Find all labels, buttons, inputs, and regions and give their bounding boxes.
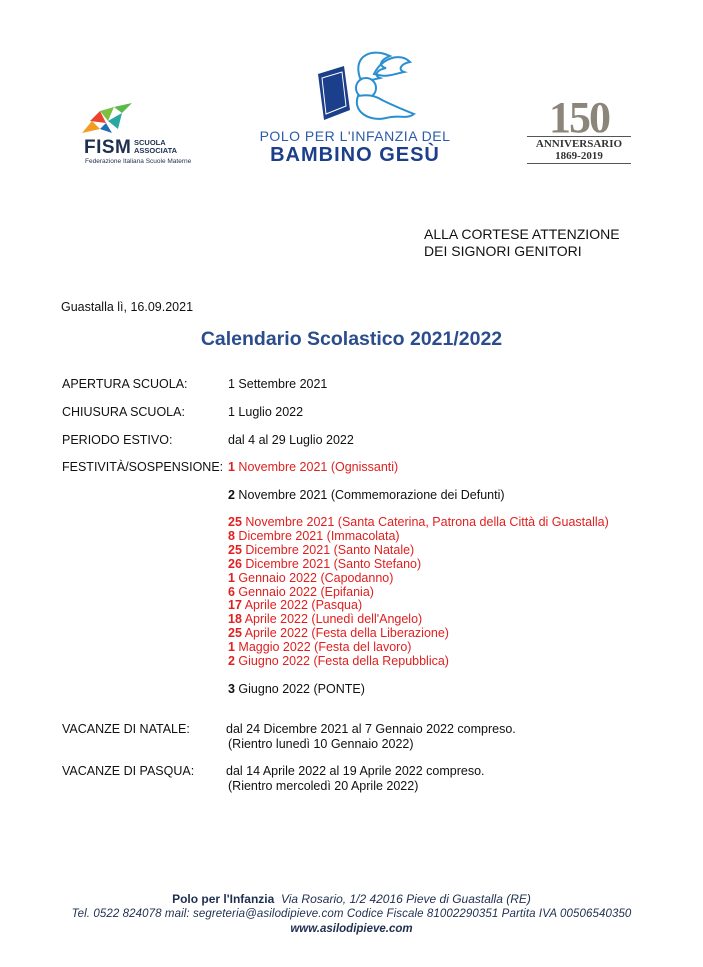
festivita-text: Dicembre 2021 (Immacolata) [234, 528, 400, 543]
fism-subtitle [134, 139, 177, 155]
festivita-day: 18 [228, 612, 242, 627]
angel-with-book-icon [282, 48, 432, 128]
polo-logo-line1: POLO PER L'INFANZIA DEL [259, 128, 451, 144]
festivita-text: Aprile 2022 (Festa della Liberazione) [241, 626, 449, 641]
festivita-day: 2 [228, 488, 235, 502]
fism-logo [78, 103, 192, 167]
festivita-item [228, 599, 609, 613]
festivita-day: 8 [228, 528, 235, 543]
fism-sub-line1: SCUOLA [134, 138, 166, 147]
footer-address: Via Rosario, 1/2 42016 Pieve di Guastalla (RE) [280, 892, 531, 906]
addressee-line1: ALLA CORTESE ATTENZIONE [424, 226, 620, 242]
festivita-text: Gennaio 2022 (Epifania) [234, 584, 374, 599]
anniversary-number: 150 [549, 93, 609, 142]
festivita-day: 1 [228, 460, 235, 474]
ponte-text: Giugno 2022 (PONTE) [234, 682, 365, 696]
fism-wordmark: FISM [84, 137, 132, 158]
polo-logo-line2: BAMBINO GESÙ [270, 144, 440, 166]
fism-federation: Federazione Italiana Scuole Materne [85, 158, 192, 165]
festivita-day: 1 [228, 640, 235, 655]
footer [0, 892, 703, 935]
ponte-day: 3 [228, 682, 235, 696]
vacanze-pasqua-label: VACANZE DI PASQUA: [62, 764, 195, 778]
chiusura-value: 1 Luglio 2022 [228, 405, 304, 419]
vacanze-natale-label: VACANZE DI NATALE: [62, 722, 190, 736]
festivita-text: Giugno 2022 (Festa della Repubblica) [234, 654, 449, 669]
footer-line1 [0, 892, 703, 906]
estivo-label: PERIODO ESTIVO: [62, 433, 173, 447]
festivita-text: Dicembre 2021 (Santo Stefano) [241, 556, 422, 571]
festivita-day: 17 [228, 598, 242, 613]
festivita-text: Aprile 2022 (Pasqua) [241, 598, 363, 613]
addressee-line2: DEI SIGNORI GENITORI [424, 243, 582, 259]
festivita-text: Aprile 2022 (Lunedì dell'Angelo) [241, 612, 423, 627]
festivita-item [228, 558, 609, 572]
anniversary-label: ANNIVERSARIO [527, 136, 631, 150]
apertura-value: 1 Settembre 2021 [228, 377, 328, 391]
festivita-item [228, 627, 609, 641]
ponte-item [228, 682, 365, 696]
festivita-item [228, 613, 609, 627]
festivita-item [228, 544, 609, 558]
festivita-day: 6 [228, 584, 235, 599]
festivita-day: 1 [228, 570, 235, 585]
festivita-item [228, 655, 609, 669]
vacanze-natale-line2: (Rientro lunedì 10 Gennaio 2022) [228, 737, 414, 751]
anniversary-years: 1869-2019 [527, 150, 631, 164]
festivita-item [228, 488, 505, 502]
festivita-item [228, 586, 609, 600]
festivita-item [228, 530, 609, 544]
anniversary-logo [527, 93, 631, 168]
festivita-item [228, 641, 609, 655]
festivita-day: 25 [228, 542, 242, 557]
vacanze-natale-line1: dal 24 Dicembre 2021 al 7 Gennaio 2022 compreso. [226, 722, 516, 736]
festivita-item [228, 516, 609, 530]
fism-sub-line2: ASSOCIATA [134, 146, 178, 155]
vacanze-pasqua-line2: (Rientro mercoledì 20 Aprile 2022) [228, 779, 419, 793]
festivita-item [228, 460, 398, 474]
festivita-day: 25 [228, 626, 242, 641]
festivita-label: FESTIVITÀ/SOSPENSIONE: [62, 460, 224, 474]
festivita-day: 26 [228, 556, 242, 571]
date-line: Guastalla lì, 16.09.2021 [61, 300, 194, 314]
festivita-day: 2 [228, 654, 235, 669]
apertura-label: APERTURA SCUOLA: [62, 377, 188, 391]
footer-name: Polo per l'Infanzia [172, 892, 275, 906]
festivita-text: Dicembre 2021 (Santo Natale) [241, 542, 415, 557]
festivita-text: Novembre 2021 (Ognissanti) [234, 460, 399, 474]
festivita-text: Gennaio 2022 (Capodanno) [234, 570, 394, 585]
estivo-value: dal 4 al 29 Luglio 2022 [228, 433, 354, 447]
festivita-item [228, 572, 609, 586]
page-title: Calendario Scolastico 2021/2022 [200, 328, 503, 350]
festivita-day: 25 [228, 515, 242, 529]
festivita-list [228, 516, 609, 669]
chiusura-label: CHIUSURA SCUOLA: [62, 405, 185, 419]
vacanze-pasqua-line1: dal 14 Aprile 2022 al 19 Aprile 2022 compreso. [226, 764, 485, 778]
polo-logo [250, 48, 460, 168]
festivita-text: Novembre 2021 (Santa Caterina, Patrona della Città di Guastalla) [241, 515, 609, 529]
addressee-block [424, 226, 620, 260]
footer-website: www.asilodipieve.com [290, 923, 413, 935]
festivita-text: Novembre 2021 (Commemorazione dei Defunti) [234, 488, 505, 502]
festivita-text: Maggio 2022 (Festa del lavoro) [234, 640, 412, 655]
footer-contacts: Tel. 0522 824078 mail: segreteria@asilodipieve.com Codice Fiscale 81002290351 Partita IVA 00506540350 [71, 908, 632, 920]
